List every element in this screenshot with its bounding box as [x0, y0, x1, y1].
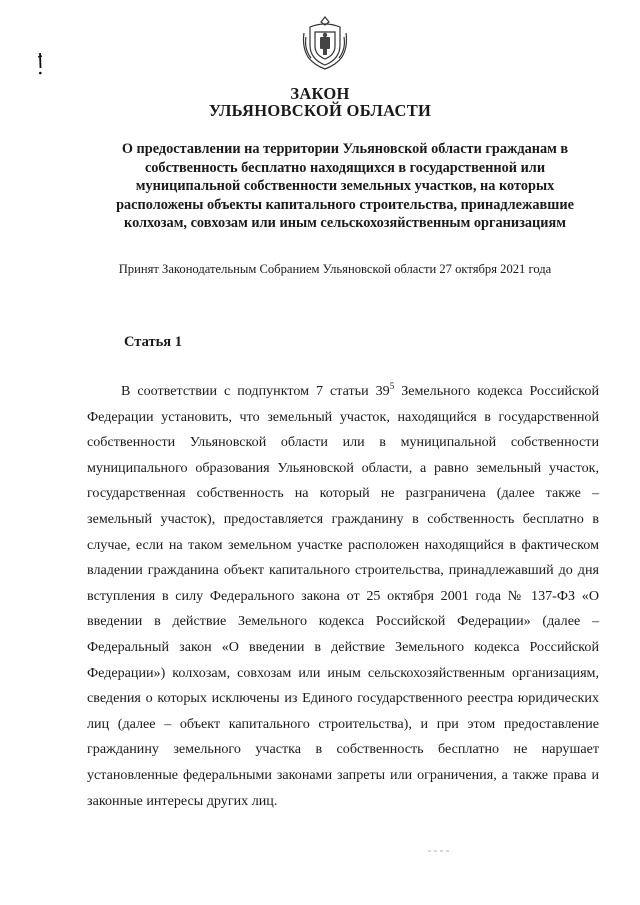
region-title: УЛЬЯНОВСКОЙ ОБЛАСТИ	[208, 101, 432, 120]
adoption-note: Принят Законодательным Собранием Ульяновской области 27 октября 2021 года	[118, 262, 552, 276]
margin-mark	[36, 52, 44, 76]
article-heading: Статья 1	[124, 334, 182, 350]
article-body-superscript: 5	[389, 381, 395, 391]
article-body-start: В соответствии с подпунктом 7 статьи 39	[121, 383, 390, 399]
article-body	[87, 379, 599, 814]
scan-artifact	[428, 850, 454, 852]
law-title: ЗАКОН	[290, 84, 350, 103]
coat-of-arms-icon	[298, 13, 352, 73]
article-body-rest: Земельного кодекса Российской Федерации установить, что земельный участок, находящийся в государственной собственности Ульяновской области или в муниципальной собственности муниципального образования Ульяновской области, а равно земельный участок, государственная собственность на который не разграничена (далее также – земельный участок), предоставляется гражданину в собственность бесплатно в случае, если на таком земельном участке расположен находящийся в фактическом владении гражданина объект капитального строительства, принадлежавший до дня вступления в силу Федерального закона от 25 октября 2001 года № 137-ФЗ «О введении в действие Земельного кодекса Российской Федерации» (далее – Федеральный закон «О введении в действие Земельного кодекса Российской Федерации») колхозам, совхозам или иным сельскохозяйственным организациям, сведения о которых исключены из Единого государственного реестра юридических лиц (далее – объект капитального строительства), и при этом предоставление гражданину земельного участка в собственность бесплатно не нарушает установленные федеральными законами запреты или ограничения, а также права и законные интересы других лиц.	[87, 383, 599, 809]
law-subject: О предоставлении на территории Ульяновской области гражданам в собственность бесплатно находящихся в государственной или муниципальной собственности земельных участков, на которых расположены объекты капитального строительства, принадлежавшие колхозам, совхозам или иным сельскохозяйственным организациям	[116, 141, 574, 232]
